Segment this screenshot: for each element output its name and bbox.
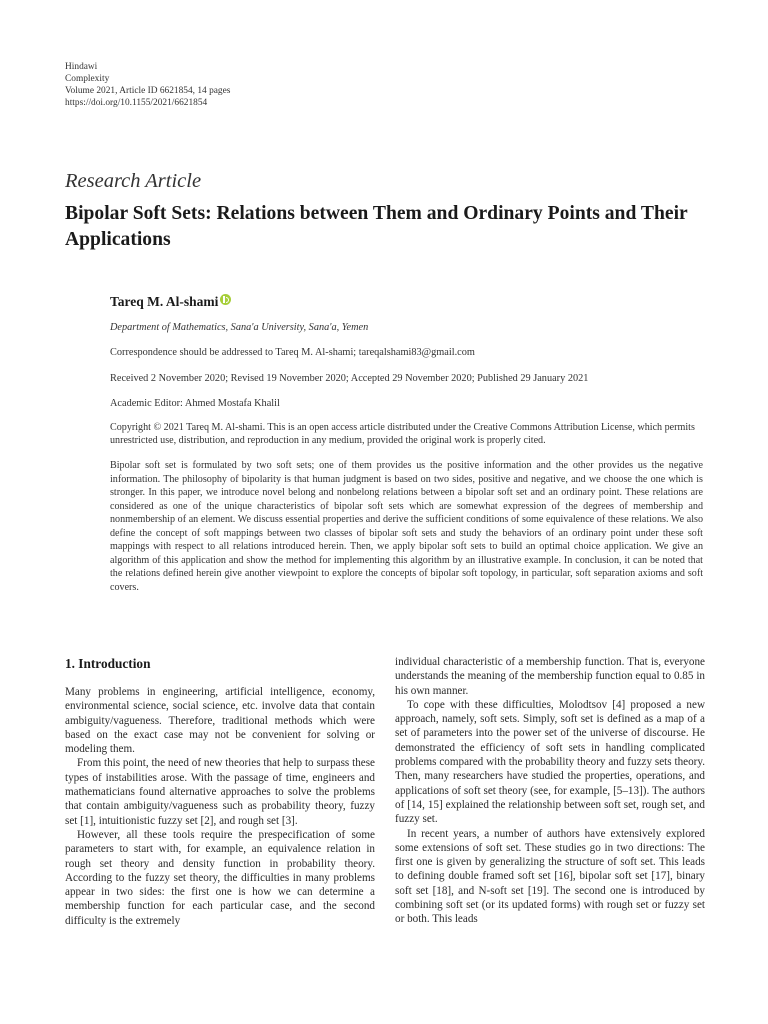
correspondence: Correspondence should be addressed to Tareq M. Al-shami; tareqalshami83@gmail.com (110, 347, 475, 358)
doi-link[interactable]: https://doi.org/10.1155/2021/6621854 (65, 98, 208, 108)
intro-paragraph: However, all these tools require the prespecification of some parameters to start with, for example, an equivalence relation in rough set theory and density function in probability theory. According to the fuzzy set theory, the difficulties in many problems appear in two sides: the first one is how we can determine a membership function for each particular case, and the second difficulty is the extremely (65, 828, 375, 927)
publication-dates: Received 2 November 2020; Revised 19 November 2020; Accepted 29 November 2020; Published 29 January 2021 (110, 373, 589, 384)
right-column (395, 655, 705, 927)
intro-paragraph: individual characteristic of a membership function. That is, everyone understands the meaning of the membership function equal to 0.85 in his own manner. (395, 656, 705, 697)
journal-name: Complexity (65, 74, 110, 84)
affiliation: Department of Mathematics, Sana'a University, Sana'a, Yemen (110, 322, 369, 333)
journal-meta (65, 61, 230, 109)
publisher-name: Hindawi (65, 62, 98, 72)
paper-title: Bipolar Soft Sets: Relations between Them and Ordinary Points and Their Applications (65, 203, 688, 250)
author-name[interactable]: Tareq M. Al-shami (110, 294, 219, 309)
orcid-icon[interactable] (220, 294, 231, 305)
left-column (65, 655, 375, 928)
author-line (110, 294, 710, 310)
abstract: Bipolar soft set is formulated by two soft sets; one of them provides us the positive information and the other provides us the negative information. The philosophy of bipolarity is that human judgment is based on two sides, positive and negative, and we choose the one which is stronger. In this paper, we introduce novel belong and nonbelong relations between a bipolar soft set and an ordinary point. These relations are considered as one of the unique characteristics of bipolar soft sets which are somewhat expression of the degrees of membership and nonmembership of an element. We discuss essential properties and derive the sufficient conditions of some equivalence of these relations. We also define the concept of soft mappings between two classes of bipolar soft sets and study the behaviors of an ordinary point under these soft mappings with respect to all relations introduced herein. Then, we apply bipolar soft sets to build an optimal choice application. We give an algorithm of this application and show the method for implementing this algorithm by an illustrative example. In conclusion, it can be noted that the relations defined herein give another viewpoint to explore the concepts of bipolar soft topology, in particular, soft separation axioms and soft covers. (110, 460, 703, 593)
academic-editor: Academic Editor: Ahmed Mostafa Khalil (110, 398, 280, 409)
intro-paragraph: Many problems in engineering, artificial intelligence, economy, environmental science, social science, etc. involve data that contain ambiguity/vagueness. Therefore, traditional methods which were based on the exact case may not be convenient for solving or modeling them. (65, 686, 375, 756)
intro-paragraph: In recent years, a number of authors have extensively explored some extensions of soft set. These studies go in two directions: The first one is given by generalizing the structure of soft set. This leads to defining double framed soft set [16], bipolar soft set [17], binary soft set [18], and N-soft set [19]. The second one is introduced by combining soft set (or its updated forms) with rough set or fuzzy set or both. This leads (395, 827, 705, 926)
article-type: Research Article (65, 170, 202, 192)
intro-paragraph: To cope with these difficulties, Molodtsov [4] proposed a new approach, namely, soft sets. Simply, soft set is defined as a map of a set of parameters into the power set of the universe of discourse. He demonstrated the efficiency of soft sets in handling complicated problems compared with the probability theory and fuzzy sets theory. Then, many researchers have studied the properties, operations, and applications of soft set theory (see, for example, [5–13]). The authors of [14, 15] explained the relationship between soft set, rough set, and fuzzy set. (395, 698, 705, 826)
volume-info: Volume 2021, Article ID 6621854, 14 pages (65, 86, 231, 96)
copyright-notice: Copyright © 2021 Tareq M. Al-shami. This is an open access article distributed under the Creative Commons Attribution License, which permits unrestricted use, distribution, and reproduction in any medium, provided the original work is properly cited. (110, 422, 695, 447)
section-heading-introduction: 1. Introduction (65, 656, 151, 671)
intro-paragraph: From this point, the need of new theories that help to surpass these types of instabilities arose. With the passage of time, engineers and mathematicians found alternative approaches to solve the problems that contain ambiguity/vagueness such as probability theory, fuzzy set [1], intuitionistic fuzzy set [2], and rough set [3]. (65, 757, 375, 827)
